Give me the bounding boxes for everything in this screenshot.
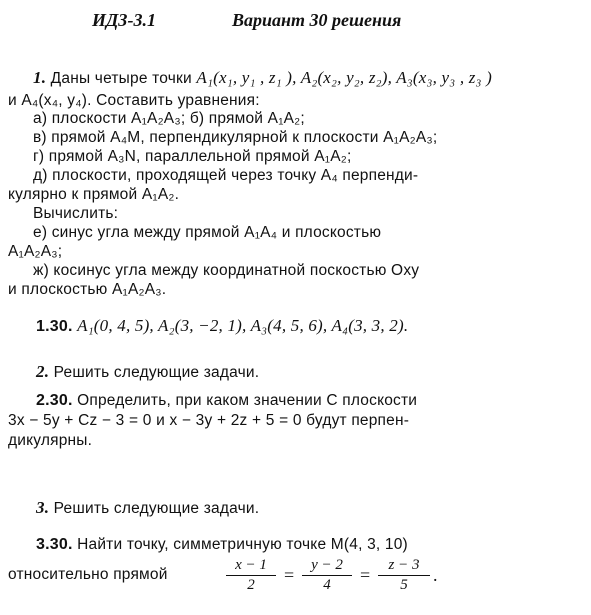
header-variant: Вариант 30 решения — [232, 10, 402, 30]
task230-line3: дикулярны. — [8, 432, 93, 449]
section3-text: Решить следующие задачи. — [53, 500, 260, 517]
section3-line — [36, 498, 259, 518]
task1-item-v: в) прямой A₄M, перпендикулярной к плоскости A₁A₂A₃; — [33, 129, 438, 146]
task1-line1 — [33, 68, 492, 88]
task1-item-zh-cont: и плоскостью A₁A₂A₃. — [8, 281, 167, 298]
header-title: ИДЗ-3.1 — [92, 10, 156, 30]
task130-points: A₁(0, 4, 5), A₂(3, −2, 1), A₃(4, 5, 6), A₄(3, 3, 2). — [77, 316, 409, 335]
fraction-y — [302, 557, 352, 594]
fraction-x-numerator: x − 1 — [226, 557, 276, 576]
fraction-z-numerator: z − 3 — [378, 557, 430, 576]
task330-line2: относительно прямой — [8, 566, 168, 583]
section2-line — [36, 362, 259, 382]
task230-line2: 3x − 5y + Cz − 3 = 0 и x − 3y + 2z + 5 = 0 будут перпен- — [8, 412, 410, 429]
task230-text1: Определить, при каком значении C плоскости — [77, 392, 418, 409]
task230-line1 — [36, 392, 417, 410]
fraction-x — [226, 557, 276, 594]
section2-number: 2. — [36, 362, 50, 381]
fraction-y-numerator: y − 2 — [302, 557, 352, 576]
fraction-z — [378, 557, 430, 594]
task130-line — [36, 316, 408, 336]
task1-item-g: г) прямой A₃N, параллельной прямой A₁A₂; — [33, 148, 352, 165]
task1-item-d-cont: кулярно к прямой A₁A₂. — [8, 186, 180, 203]
equals-sign-2: = — [360, 565, 371, 585]
task1-compute-label: Вычислить: — [33, 205, 119, 222]
task1-item-a-b: а) плоскости A₁A₂A₃; б) прямой A₁A₂; — [33, 110, 305, 127]
task330-number: 3.30. — [36, 536, 73, 553]
fraction-z-denominator: 5 — [400, 577, 408, 593]
task1-item-zh: ж) косинус угла между координатной поскостью Oxy — [33, 262, 420, 279]
fraction-y-denominator: 4 — [323, 577, 331, 593]
task1-intro: Даны четыре точки — [50, 70, 192, 87]
task1-number: 1. — [33, 68, 47, 87]
section2-text: Решить следующие задачи. — [53, 364, 260, 381]
task1-item-d: д) плоскости, проходящей через точку A₄ перпенди- — [33, 167, 419, 184]
section3-number: 3. — [36, 498, 50, 517]
final-period: . — [433, 565, 438, 585]
task330-line1 — [36, 536, 408, 554]
task230-number: 2.30. — [36, 392, 73, 409]
task1-line2: и A₄(x₄, y₄). Составить уравнения: — [8, 92, 260, 109]
fraction-x-denominator: 2 — [247, 577, 255, 593]
equals-sign-1: = — [284, 565, 295, 585]
task330-text1: Найти точку, симметричную точке M(4, 3, 10) — [77, 536, 408, 553]
task1-item-e: е) синус угла между прямой A₁A₄ и плоскостью — [33, 224, 382, 241]
task130-number: 1.30. — [36, 318, 73, 335]
task1-points: A₁(x₁, y₁ , z₁ ), A₂(x₂, y₂, z₂), A₃(x₃, y₃ , z₃ ) — [196, 68, 492, 87]
document-header — [0, 10, 591, 36]
task1-item-e-cont: A₁A₂A₃; — [8, 243, 63, 260]
